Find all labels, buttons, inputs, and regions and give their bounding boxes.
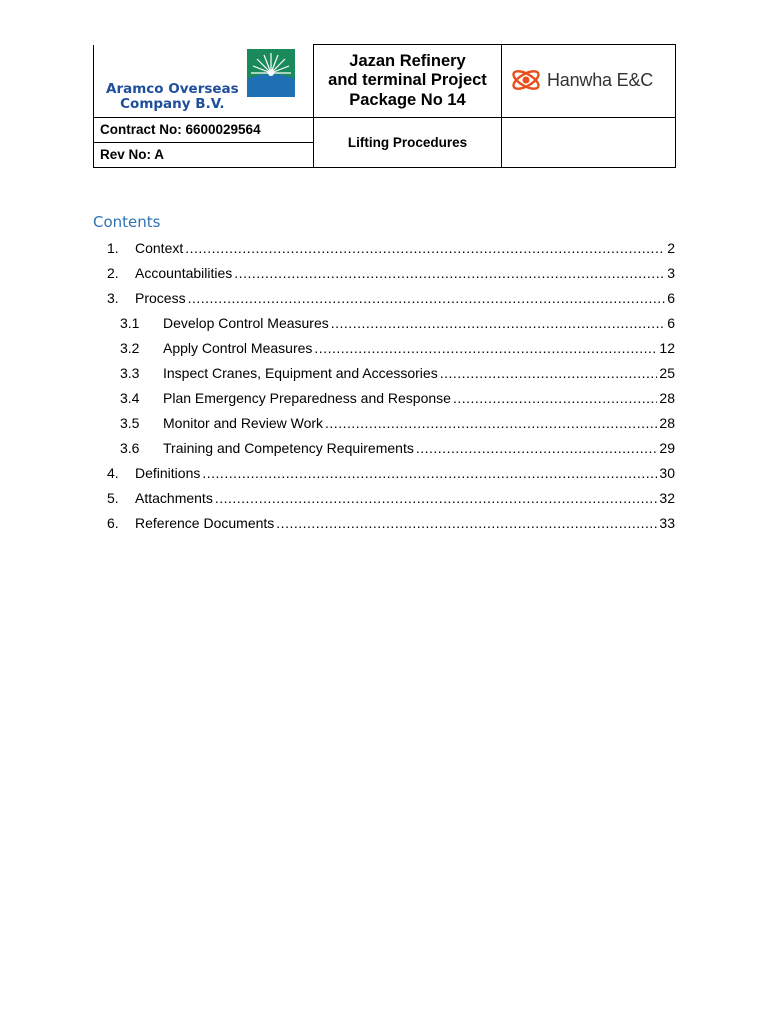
toc-entry-number: 3.1 — [120, 315, 140, 331]
toc-entry-title[interactable]: Develop Control Measures — [163, 315, 329, 331]
toc-entry-number: 1. — [107, 240, 119, 256]
toc-dot-leader — [276, 515, 657, 531]
toc-entry-number: 3. — [107, 290, 119, 306]
toc-dot-leader — [440, 365, 658, 381]
toc-entry[interactable] — [93, 365, 675, 390]
toc-entry-title[interactable]: Context — [135, 240, 184, 256]
toc-entry-number: 3.6 — [120, 440, 140, 456]
toc-entry-title[interactable]: Plan Emergency Preparedness and Response — [163, 390, 451, 406]
toc-entry-number: 3.2 — [120, 340, 140, 356]
toc-entry-title[interactable]: Process — [135, 290, 186, 306]
toc-entry[interactable] — [93, 265, 675, 290]
toc-entry-number: 6. — [107, 515, 119, 531]
toc-entry-title[interactable]: Accountabilities — [135, 265, 233, 281]
aramco-logo-cell — [94, 45, 314, 118]
table-of-contents — [93, 240, 675, 540]
toc-entry[interactable] — [93, 390, 675, 415]
toc-entry-page[interactable]: 2 — [667, 240, 675, 256]
toc-entry[interactable] — [93, 240, 675, 265]
toc-dot-leader — [453, 390, 657, 406]
toc-entry[interactable] — [93, 465, 675, 490]
toc-entry-title[interactable]: Inspect Cranes, Equipment and Accessories — [163, 365, 438, 381]
toc-entry-title[interactable]: Definitions — [135, 465, 201, 481]
toc-entry-page[interactable]: 33 — [659, 515, 675, 531]
toc-entry-title[interactable]: Apply Control Measures — [163, 340, 313, 356]
toc-dot-leader — [325, 415, 657, 431]
toc-dot-leader — [416, 440, 658, 456]
toc-dot-leader — [314, 340, 657, 356]
toc-entry-number: 3.3 — [120, 365, 140, 381]
toc-entry[interactable] — [93, 490, 675, 515]
document-title: Lifting Procedures — [314, 117, 502, 167]
toc-entry[interactable] — [93, 440, 675, 465]
toc-entry-page[interactable]: 32 — [659, 490, 675, 506]
toc-entry-number: 2. — [107, 265, 119, 281]
toc-dot-leader — [331, 315, 665, 331]
toc-dot-leader — [234, 265, 665, 281]
aramco-company-name — [106, 82, 239, 112]
toc-entry-title[interactable]: Monitor and Review Work — [163, 415, 324, 431]
contents-heading: Contents — [93, 213, 161, 231]
toc-entry[interactable] — [93, 315, 675, 340]
document-header-table — [93, 44, 676, 168]
toc-entry-page[interactable]: 3 — [667, 265, 675, 281]
toc-dot-leader — [185, 240, 665, 256]
company-name-line1: Aramco Overseas — [106, 80, 239, 97]
hanwha-logo — [510, 65, 653, 95]
toc-entry-page[interactable]: 6 — [667, 290, 675, 306]
revision-number: Rev No: A — [94, 142, 314, 167]
hanwha-logo-cell — [502, 45, 676, 118]
project-title-line1: Jazan Refinery — [349, 51, 466, 70]
toc-entry-page[interactable]: 28 — [659, 390, 675, 406]
project-title-line2: and terminal Project — [328, 71, 487, 89]
toc-entry[interactable] — [93, 340, 675, 365]
project-title-line3: Package No 14 — [349, 90, 466, 109]
toc-entry-page[interactable]: 28 — [659, 415, 675, 431]
toc-entry-page[interactable]: 12 — [659, 340, 675, 356]
toc-entry-page[interactable]: 30 — [659, 465, 675, 481]
project-title — [314, 45, 502, 118]
company-name-line2: Company B.V. — [120, 95, 225, 112]
toc-entry[interactable] — [93, 515, 675, 540]
toc-dot-leader — [188, 290, 666, 306]
contract-number: Contract No: 6600029564 — [94, 117, 314, 142]
toc-entry-title[interactable]: Training and Competency Requirements — [163, 440, 414, 456]
toc-entry-title[interactable]: Attachments — [135, 490, 213, 506]
toc-entry-number: 5. — [107, 490, 119, 506]
toc-dot-leader — [215, 490, 658, 506]
toc-entry[interactable] — [93, 415, 675, 440]
toc-entry-title[interactable]: Reference Documents — [135, 515, 275, 531]
toc-entry-number: 3.4 — [120, 390, 140, 406]
toc-entry-number: 3.5 — [120, 415, 140, 431]
toc-entry-page[interactable]: 6 — [667, 315, 675, 331]
toc-entry[interactable] — [93, 290, 675, 315]
hanwha-logo-text: Hanwha E&C — [547, 69, 654, 90]
toc-entry-number: 4. — [107, 465, 119, 481]
toc-dot-leader — [202, 465, 657, 481]
hanwha-logo-icon — [510, 65, 542, 95]
toc-entry-page[interactable]: 25 — [659, 365, 675, 381]
empty-header-cell — [502, 117, 676, 167]
aramco-logo-icon — [247, 49, 295, 97]
toc-entry-page[interactable]: 29 — [659, 440, 675, 456]
